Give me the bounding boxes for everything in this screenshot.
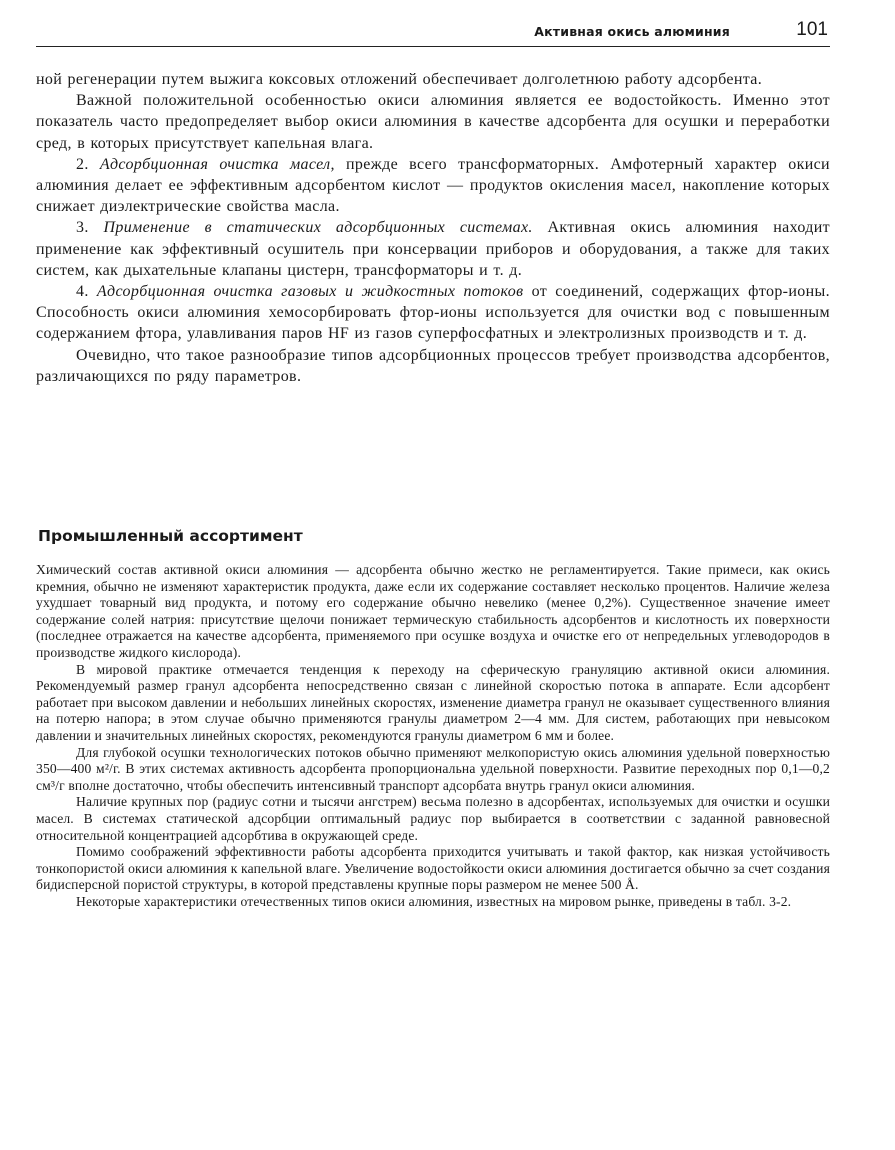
paragraph-large-pores: Наличие крупных пор (радиус сотни и тысячи ангстрем) весьма полезно в адсорбентах, используемых для очистки и осушки масел. В системах статической адсорбции оптимальный радиус пор выбирается в соответствии с заданной равновесной относительной концентрацией адсорбтива в окружающей среде. [36, 794, 830, 843]
paragraph-granulation: В мировой практике отмечается тенденция к переходу на сферическую грануляцию активной окиси алюминия. Рекомендуемый размер гранул адсорбента непосредственно связан с линейной скоростью потока в аппарате. Если адсорбент работает при высоком давлении и небольших линейных скоростях, изменение диаметра гранул не оказывает существенного влияния на потерю напора; в этом случае обычно применяются гранулы диаметром 2—4 мм. Для систем, работающих при невысоком давлении и значительных линейных скоростях, рекомендуются гранулы диаметром 6 мм и более. [36, 661, 830, 743]
item-number: 4. [76, 283, 97, 301]
item-heading: Адсорбционная очистка газовых и жидкостных потоков [96, 283, 524, 301]
paragraph-conclusion: Очевидно, что такое разнообразие типов адсорбционных процессов требует производства адсорбентов, различающихся по ряду параметров. [36, 346, 830, 385]
page-number: 101 [796, 19, 828, 40]
item-text: от соединений, содержащих фтор-ионы. Способность окиси алюминия хемосорбировать фтор-ионы используется для очистки вод с повышенным содержанием фтора, улавливания паров HF из газов суперфосфатных и электролизных производств и т. д. [36, 283, 830, 343]
item-text: Активная окись алюминия находит применение как эффективный осушитель при консервации приборов и оборудования, а также для таких систем, как дыхательные клапаны цистерн, трансформаторы и т. д. [36, 219, 830, 279]
page-header [36, 18, 830, 47]
paragraph-table-reference: Некоторые характеристики отечественных типов окиси алюминия, известных на мировом рынке, приведены в табл. 3-2. [76, 893, 792, 909]
item-text: прежде всего трансформаторных. Амфотерный характер окиси алюминия делает ее эффективным адсорбентом кислот — продуктов окисления масел, накопление которых снижает диэлектрические свойства масла. [36, 155, 830, 216]
item-number: 2. [76, 155, 100, 173]
section-text [36, 562, 830, 910]
main-text [36, 69, 830, 387]
item-heading: Применение в статических адсорбционных системах. [103, 219, 533, 237]
section-heading: Промышленный ассортимент [38, 527, 303, 545]
paragraph-water-stability: Помимо соображений эффективности работы адсорбента приходится учитывать и такой фактор, как низкая устойчивость тонкопористой окиси алюминия к капельной влаге. Увеличение водостойкости окиси алюминия достигается обычно за счет создания бидисперсной пористой структуры, в которой представлены крупные поры размером не менее 500 Å. [36, 844, 830, 893]
paragraph-chemical-composition: Химический состав активной окиси алюминия — адсорбента обычно жестко не регламентируется. Такие примеси, как окись кремния, обычно не изменяют характеристик продукта, даже если их содержание составляет несколько процентов. Наличие железа ухудшает товарный вид продукта, и потому его содержание обычно невелико (менее 0,2%). Существенное значение имеет содержание солей натрия: присутствие щелочи понижает термическую стабильность адсорбентов и кислотность их поверхности (последнее отражается на качестве адсорбента, применяемого при осушке воздуха и очистке его от непредельных углеводородов в производстве жидкого кислорода). [36, 562, 830, 660]
item-number: 3. [76, 219, 104, 237]
paragraph-flow-purification [36, 281, 830, 345]
paragraph-oil-purification [36, 154, 830, 218]
paragraph-static-systems [36, 217, 830, 281]
item-heading: Адсорбционная очистка масел, [99, 155, 335, 173]
paragraph-water-resistance: Важной положительной особенностью окиси алюминия является ее водостойкость. Именно этот показатель часто предопределяет выбор окиси алюминия в качестве адсорбента для осушки и переработки сред, в которых присутствует капельная влага. [36, 92, 830, 152]
running-title: Активная окись алюминия [534, 24, 730, 39]
paragraph-deep-drying: Для глубокой осушки технологических потоков обычно применяют мелкопористую окись алюминия удельной поверхностью 350—400 м²/г. В этих системах активность адсорбента пропорциональна удельной поверхности. Развитие переходных пор 0,1—0,2 см³/г вполне достаточно, чтобы обеспечить интенсивный транспорт адсорбата внутрь гранул окиси алюминия. [36, 744, 830, 793]
paragraph-continuation: ной регенерации путем выжига коксовых отложений обеспечивает долголетнюю работу адсорбента. [36, 71, 763, 88]
